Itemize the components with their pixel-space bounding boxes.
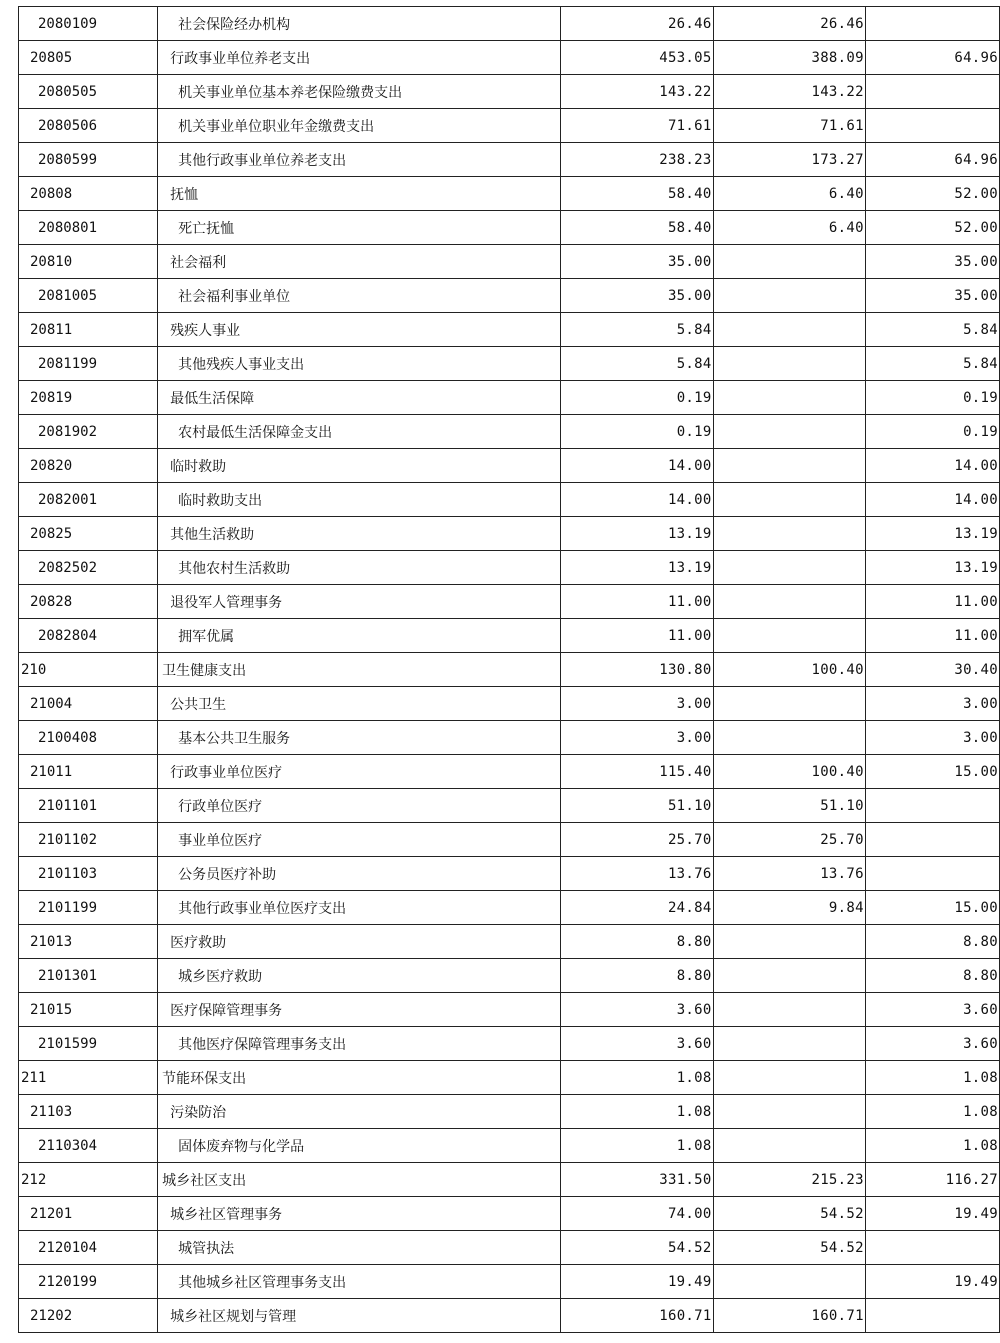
basic-expenditure-cell: 71.61 [713,109,865,143]
project-expenditure-cell: 11.00 [865,619,999,653]
basic-expenditure-cell [713,381,865,415]
basic-expenditure-cell [713,1095,865,1129]
basic-expenditure-cell: 25.70 [713,823,865,857]
total-amount-cell: 453.05 [561,41,713,75]
basic-expenditure-cell: 51.10 [713,789,865,823]
project-expenditure-cell: 116.27 [865,1163,999,1197]
subject-name-cell: 城乡社区管理事务 [158,1197,561,1231]
subject-code-cell: 2081902 [19,415,158,449]
subject-code-cell: 2082804 [19,619,158,653]
subject-code-cell: 20828 [19,585,158,619]
subject-name-cell: 其他残疾人事业支出 [158,347,561,381]
basic-expenditure-cell [713,959,865,993]
basic-expenditure-cell: 26.46 [713,7,865,41]
subject-name-cell: 残疾人事业 [158,313,561,347]
total-amount-cell: 3.00 [561,687,713,721]
table-row [19,313,1000,347]
subject-code-cell: 2110304 [19,1129,158,1163]
subject-name-cell: 卫生健康支出 [158,653,561,687]
basic-expenditure-cell: 6.40 [713,211,865,245]
total-amount-cell: 3.00 [561,721,713,755]
project-expenditure-cell: 35.00 [865,245,999,279]
subject-name-cell: 固体废弃物与化学品 [158,1129,561,1163]
project-expenditure-cell: 5.84 [865,347,999,381]
subject-code-cell: 21011 [19,755,158,789]
subject-name-cell: 医疗救助 [158,925,561,959]
subject-name-cell: 行政事业单位养老支出 [158,41,561,75]
subject-code-cell: 211 [19,1061,158,1095]
subject-code-cell: 21004 [19,687,158,721]
project-expenditure-cell: 13.19 [865,517,999,551]
total-amount-cell: 8.80 [561,959,713,993]
subject-code-cell: 2080506 [19,109,158,143]
project-expenditure-cell: 30.40 [865,653,999,687]
subject-code-cell: 2080599 [19,143,158,177]
subject-name-cell: 节能环保支出 [158,1061,561,1095]
subject-code-cell: 21201 [19,1197,158,1231]
table-row [19,211,1000,245]
basic-expenditure-cell: 54.52 [713,1231,865,1265]
total-amount-cell: 331.50 [561,1163,713,1197]
total-amount-cell: 54.52 [561,1231,713,1265]
subject-code-cell: 2101102 [19,823,158,857]
basic-expenditure-cell [713,993,865,1027]
subject-name-cell: 农村最低生活保障金支出 [158,415,561,449]
subject-code-cell: 21202 [19,1299,158,1333]
subject-code-cell: 2082001 [19,483,158,517]
subject-name-cell: 其他生活救助 [158,517,561,551]
subject-code-cell: 20819 [19,381,158,415]
subject-name-cell: 城乡社区支出 [158,1163,561,1197]
table-row [19,177,1000,211]
basic-expenditure-cell [713,1129,865,1163]
project-expenditure-cell: 3.00 [865,721,999,755]
subject-name-cell: 死亡抚恤 [158,211,561,245]
subject-code-cell: 2101599 [19,1027,158,1061]
subject-name-cell: 其他行政事业单位养老支出 [158,143,561,177]
basic-expenditure-cell [713,619,865,653]
table-row [19,891,1000,925]
total-amount-cell: 11.00 [561,585,713,619]
subject-name-cell: 其他城乡社区管理事务支出 [158,1265,561,1299]
subject-name-cell: 社会福利 [158,245,561,279]
table-row [19,7,1000,41]
subject-name-cell: 拥军优属 [158,619,561,653]
subject-code-cell: 20811 [19,313,158,347]
project-expenditure-cell [865,1299,999,1333]
subject-name-cell: 医疗保障管理事务 [158,993,561,1027]
basic-expenditure-cell: 100.40 [713,653,865,687]
subject-code-cell: 21015 [19,993,158,1027]
total-amount-cell: 115.40 [561,755,713,789]
subject-name-cell: 城管执法 [158,1231,561,1265]
table-row [19,857,1000,891]
table-row [19,619,1000,653]
subject-name-cell: 其他行政事业单位医疗支出 [158,891,561,925]
basic-expenditure-cell [713,925,865,959]
subject-code-cell: 20805 [19,41,158,75]
basic-expenditure-cell [713,245,865,279]
project-expenditure-cell: 8.80 [865,959,999,993]
basic-expenditure-cell [713,347,865,381]
subject-code-cell: 2080801 [19,211,158,245]
table-row [19,415,1000,449]
total-amount-cell: 8.80 [561,925,713,959]
total-amount-cell: 71.61 [561,109,713,143]
basic-expenditure-cell [713,483,865,517]
table-row [19,1061,1000,1095]
total-amount-cell: 13.19 [561,551,713,585]
subject-name-cell: 社会福利事业单位 [158,279,561,313]
subject-name-cell: 退役军人管理事务 [158,585,561,619]
project-expenditure-cell: 35.00 [865,279,999,313]
table-row [19,1265,1000,1299]
project-expenditure-cell: 14.00 [865,483,999,517]
subject-code-cell: 2101103 [19,857,158,891]
subject-name-cell: 行政事业单位医疗 [158,755,561,789]
project-expenditure-cell [865,1231,999,1265]
table-row [19,653,1000,687]
subject-code-cell: 2101101 [19,789,158,823]
subject-name-cell: 其他医疗保障管理事务支出 [158,1027,561,1061]
total-amount-cell: 5.84 [561,347,713,381]
basic-expenditure-cell [713,517,865,551]
subject-code-cell: 2080505 [19,75,158,109]
total-amount-cell: 1.08 [561,1129,713,1163]
table-row [19,1231,1000,1265]
table-row [19,449,1000,483]
project-expenditure-cell: 52.00 [865,177,999,211]
basic-expenditure-cell: 13.76 [713,857,865,891]
total-amount-cell: 0.19 [561,381,713,415]
project-expenditure-cell [865,823,999,857]
total-amount-cell: 1.08 [561,1095,713,1129]
table-row [19,789,1000,823]
basic-expenditure-cell: 9.84 [713,891,865,925]
project-expenditure-cell: 1.08 [865,1061,999,1095]
basic-expenditure-cell: 160.71 [713,1299,865,1333]
subject-code-cell: 2081199 [19,347,158,381]
subject-code-cell: 20820 [19,449,158,483]
project-expenditure-cell: 13.19 [865,551,999,585]
basic-expenditure-cell [713,415,865,449]
project-expenditure-cell: 19.49 [865,1197,999,1231]
table-row [19,755,1000,789]
table-row [19,143,1000,177]
table-row [19,551,1000,585]
total-amount-cell: 238.23 [561,143,713,177]
table-row [19,687,1000,721]
basic-expenditure-cell [713,551,865,585]
subject-code-cell: 210 [19,653,158,687]
total-amount-cell: 19.49 [561,1265,713,1299]
table-row [19,347,1000,381]
total-amount-cell: 35.00 [561,245,713,279]
total-amount-cell: 160.71 [561,1299,713,1333]
total-amount-cell: 35.00 [561,279,713,313]
subject-name-cell: 机关事业单位基本养老保险缴费支出 [158,75,561,109]
table-row [19,483,1000,517]
basic-expenditure-cell [713,585,865,619]
subject-name-cell: 城乡社区规划与管理 [158,1299,561,1333]
total-amount-cell: 24.84 [561,891,713,925]
table-row [19,41,1000,75]
subject-name-cell: 公务员医疗补助 [158,857,561,891]
subject-name-cell: 临时救助支出 [158,483,561,517]
total-amount-cell: 5.84 [561,313,713,347]
subject-code-cell: 2120104 [19,1231,158,1265]
table-row [19,1095,1000,1129]
table-row [19,245,1000,279]
project-expenditure-cell: 0.19 [865,381,999,415]
table-row [19,109,1000,143]
table-row [19,517,1000,551]
subject-name-cell: 污染防治 [158,1095,561,1129]
table-row [19,1163,1000,1197]
subject-code-cell: 2082502 [19,551,158,585]
project-expenditure-cell: 1.08 [865,1095,999,1129]
project-expenditure-cell: 8.80 [865,925,999,959]
total-amount-cell: 13.76 [561,857,713,891]
project-expenditure-cell: 15.00 [865,891,999,925]
table-body [19,7,1000,1333]
subject-code-cell: 2100408 [19,721,158,755]
subject-name-cell: 事业单位医疗 [158,823,561,857]
basic-expenditure-cell: 215.23 [713,1163,865,1197]
basic-expenditure-cell: 54.52 [713,1197,865,1231]
subject-code-cell: 2101199 [19,891,158,925]
subject-code-cell: 20825 [19,517,158,551]
basic-expenditure-cell [713,449,865,483]
total-amount-cell: 26.46 [561,7,713,41]
basic-expenditure-cell: 388.09 [713,41,865,75]
project-expenditure-cell: 11.00 [865,585,999,619]
subject-code-cell: 2081005 [19,279,158,313]
table-row [19,925,1000,959]
table-row [19,1027,1000,1061]
total-amount-cell: 143.22 [561,75,713,109]
table-row [19,823,1000,857]
basic-expenditure-cell [713,1265,865,1299]
subject-name-cell: 基本公共卫生服务 [158,721,561,755]
subject-name-cell: 抚恤 [158,177,561,211]
subject-code-cell: 21013 [19,925,158,959]
project-expenditure-cell: 14.00 [865,449,999,483]
basic-expenditure-cell [713,279,865,313]
total-amount-cell: 58.40 [561,211,713,245]
total-amount-cell: 58.40 [561,177,713,211]
subject-name-cell: 临时救助 [158,449,561,483]
table-row [19,959,1000,993]
subject-code-cell: 2101301 [19,959,158,993]
table-row [19,75,1000,109]
project-expenditure-cell: 64.96 [865,41,999,75]
project-expenditure-cell: 3.60 [865,993,999,1027]
basic-expenditure-cell: 173.27 [713,143,865,177]
total-amount-cell: 3.60 [561,993,713,1027]
total-amount-cell: 25.70 [561,823,713,857]
table-row [19,279,1000,313]
basic-expenditure-cell [713,1061,865,1095]
total-amount-cell: 0.19 [561,415,713,449]
total-amount-cell: 130.80 [561,653,713,687]
total-amount-cell: 11.00 [561,619,713,653]
total-amount-cell: 1.08 [561,1061,713,1095]
project-expenditure-cell [865,789,999,823]
project-expenditure-cell [865,75,999,109]
subject-name-cell: 机关事业单位职业年金缴费支出 [158,109,561,143]
subject-code-cell: 20810 [19,245,158,279]
table-row [19,993,1000,1027]
project-expenditure-cell: 52.00 [865,211,999,245]
subject-name-cell: 最低生活保障 [158,381,561,415]
subject-name-cell: 行政单位医疗 [158,789,561,823]
total-amount-cell: 3.60 [561,1027,713,1061]
project-expenditure-cell: 1.08 [865,1129,999,1163]
basic-expenditure-cell: 100.40 [713,755,865,789]
subject-code-cell: 21103 [19,1095,158,1129]
basic-expenditure-cell [713,313,865,347]
subject-name-cell: 其他农村生活救助 [158,551,561,585]
table-row [19,1129,1000,1163]
subject-code-cell: 2120199 [19,1265,158,1299]
table-row [19,1299,1000,1333]
basic-expenditure-cell [713,687,865,721]
project-expenditure-cell: 5.84 [865,313,999,347]
basic-expenditure-cell [713,721,865,755]
total-amount-cell: 13.19 [561,517,713,551]
total-amount-cell: 51.10 [561,789,713,823]
basic-expenditure-cell: 143.22 [713,75,865,109]
subject-name-cell: 公共卫生 [158,687,561,721]
total-amount-cell: 74.00 [561,1197,713,1231]
table-row [19,721,1000,755]
project-expenditure-cell: 3.00 [865,687,999,721]
project-expenditure-cell [865,109,999,143]
project-expenditure-cell [865,7,999,41]
subject-code-cell: 212 [19,1163,158,1197]
budget-expenditure-table [18,6,1000,1333]
subject-code-cell: 2080109 [19,7,158,41]
basic-expenditure-cell [713,1027,865,1061]
total-amount-cell: 14.00 [561,449,713,483]
subject-name-cell: 社会保险经办机构 [158,7,561,41]
basic-expenditure-cell: 6.40 [713,177,865,211]
project-expenditure-cell: 3.60 [865,1027,999,1061]
subject-name-cell: 城乡医疗救助 [158,959,561,993]
total-amount-cell: 14.00 [561,483,713,517]
table-row [19,585,1000,619]
project-expenditure-cell: 19.49 [865,1265,999,1299]
project-expenditure-cell: 64.96 [865,143,999,177]
table-row [19,1197,1000,1231]
project-expenditure-cell: 0.19 [865,415,999,449]
project-expenditure-cell: 15.00 [865,755,999,789]
table-row [19,381,1000,415]
subject-code-cell: 20808 [19,177,158,211]
project-expenditure-cell [865,857,999,891]
